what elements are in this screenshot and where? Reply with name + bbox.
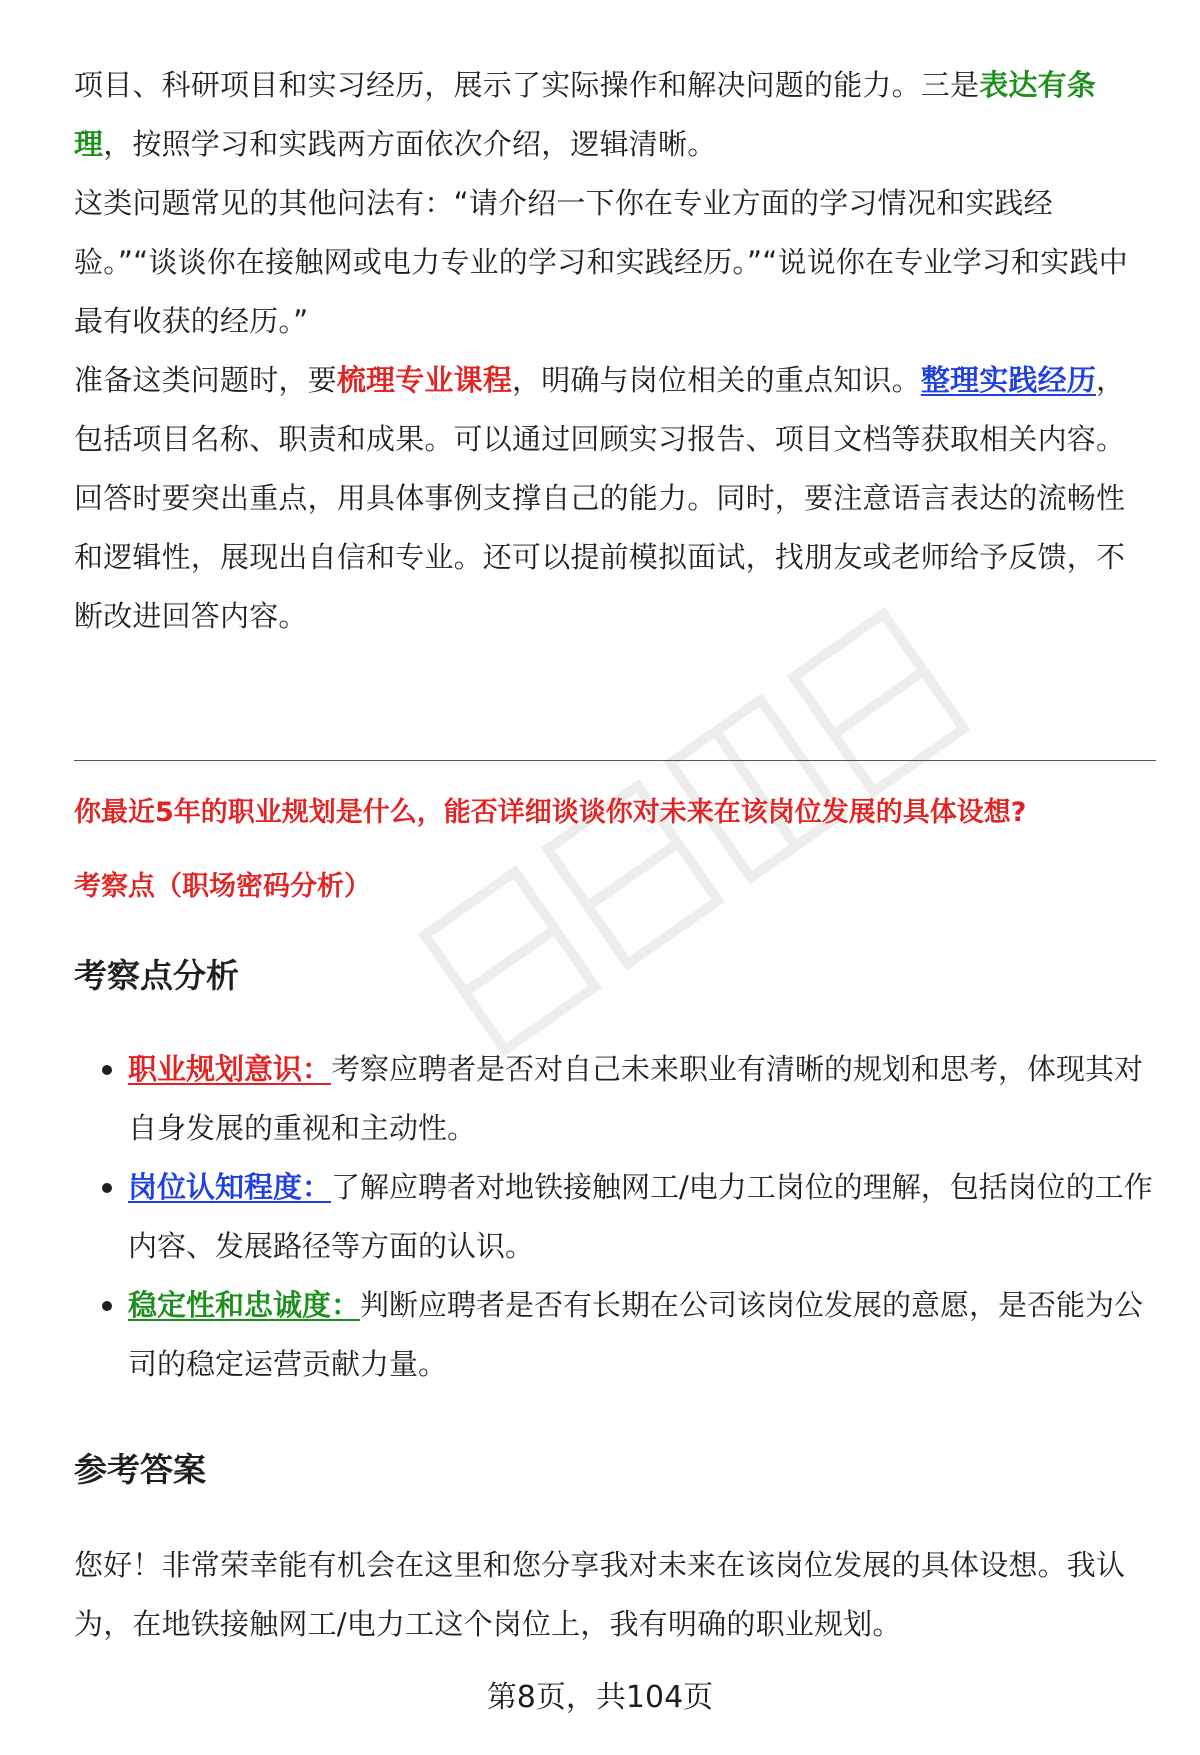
answer-section bbox=[74, 1536, 1156, 1654]
list-item bbox=[74, 1040, 1156, 1158]
highlight-organize-practice-link[interactable]: 整理实践经历 bbox=[920, 363, 1097, 397]
analysis-text: 判断应聘者是否有长期在公司该岗位发展的意愿，是否能为公司的稳定运营贡献力量。 bbox=[128, 1288, 1144, 1381]
intro-paragraph-2: 这类问题常见的其他问法有：“请介绍一下你在专业方面的学习情况和实践经验。”“谈谈你在接触网或电力专业的学习和实践经历。”“说说你在专业学习和实践中最有收获的经历。” bbox=[74, 186, 1128, 338]
analysis-list bbox=[74, 1040, 1156, 1394]
answer-heading: 参考答案 bbox=[74, 1450, 206, 1489]
section-divider bbox=[74, 760, 1156, 761]
question-subtitle: 考察点（职场密码分析） bbox=[74, 871, 371, 902]
intro-p3-text-1: 准备这类问题时，要 bbox=[74, 363, 337, 397]
list-item bbox=[74, 1158, 1156, 1276]
intro-p3-text-2: ，明确与岗位相关的重点知识。 bbox=[512, 363, 921, 397]
bullet-icon bbox=[102, 1065, 112, 1075]
intro-paragraph-3 bbox=[74, 351, 1154, 646]
analysis-text: 了解应聘者对地铁接触网工/电力工岗位的理解，包括岗位的工作内容、发展路径等方面的认识。 bbox=[128, 1170, 1153, 1263]
intro-paragraph-1 bbox=[74, 56, 1154, 174]
highlight-express-logically: 表达有条理 bbox=[74, 68, 1097, 161]
page-number: 第8页，共104页 bbox=[486, 1680, 714, 1715]
bullet-icon bbox=[102, 1183, 112, 1193]
intro-p1-text-1: 项目、科研项目和实习经历，展示了实际操作和解决问题的能力。三是 bbox=[74, 68, 980, 102]
bullet-icon bbox=[102, 1301, 112, 1311]
analysis-key-job-awareness[interactable]: 岗位认知程度： bbox=[128, 1170, 332, 1204]
intro-p1-text-2: ，按照学习和实践两方面依次介绍，逻辑清晰。 bbox=[103, 127, 717, 161]
list-item bbox=[74, 1276, 1156, 1394]
analysis-heading: 考察点分析 bbox=[74, 956, 239, 995]
analysis-text: 考察应聘者是否对自己未来职业有清晰的规划和思考，体现其对自身发展的重视和主动性。 bbox=[128, 1052, 1144, 1145]
analysis-key-stability-loyalty[interactable]: 稳定性和忠诚度： bbox=[128, 1288, 361, 1322]
interview-question: 你最近5年的职业规划是什么，能否详细谈谈你对未来在该岗位发展的具体设想? bbox=[74, 797, 1027, 828]
intro-section bbox=[74, 56, 1154, 646]
analysis-key-career-planning[interactable]: 职业规划意识： bbox=[128, 1052, 332, 1086]
highlight-organize-courses: 梳理专业课程 bbox=[336, 363, 513, 397]
intro-p3-text-3: ，包括项目名称、职责和成果。可以通过回顾实习报告、项目文档等获取相关内容。回答时要突出重点，用具体事例支撑自己的能力。同时，要注意语言表达的流畅性和逻辑性，展现出自信和专业。还可以提前模拟面试，找朋友或老师给予反馈，不断改进回答内容。 bbox=[74, 363, 1126, 633]
answer-paragraph: 您好！非常荣幸能有机会在这里和您分享我对未来在该岗位发展的具体设想。我认为，在地铁接触网工/电力工这个岗位上，我有明确的职业规划。 bbox=[74, 1548, 1126, 1641]
